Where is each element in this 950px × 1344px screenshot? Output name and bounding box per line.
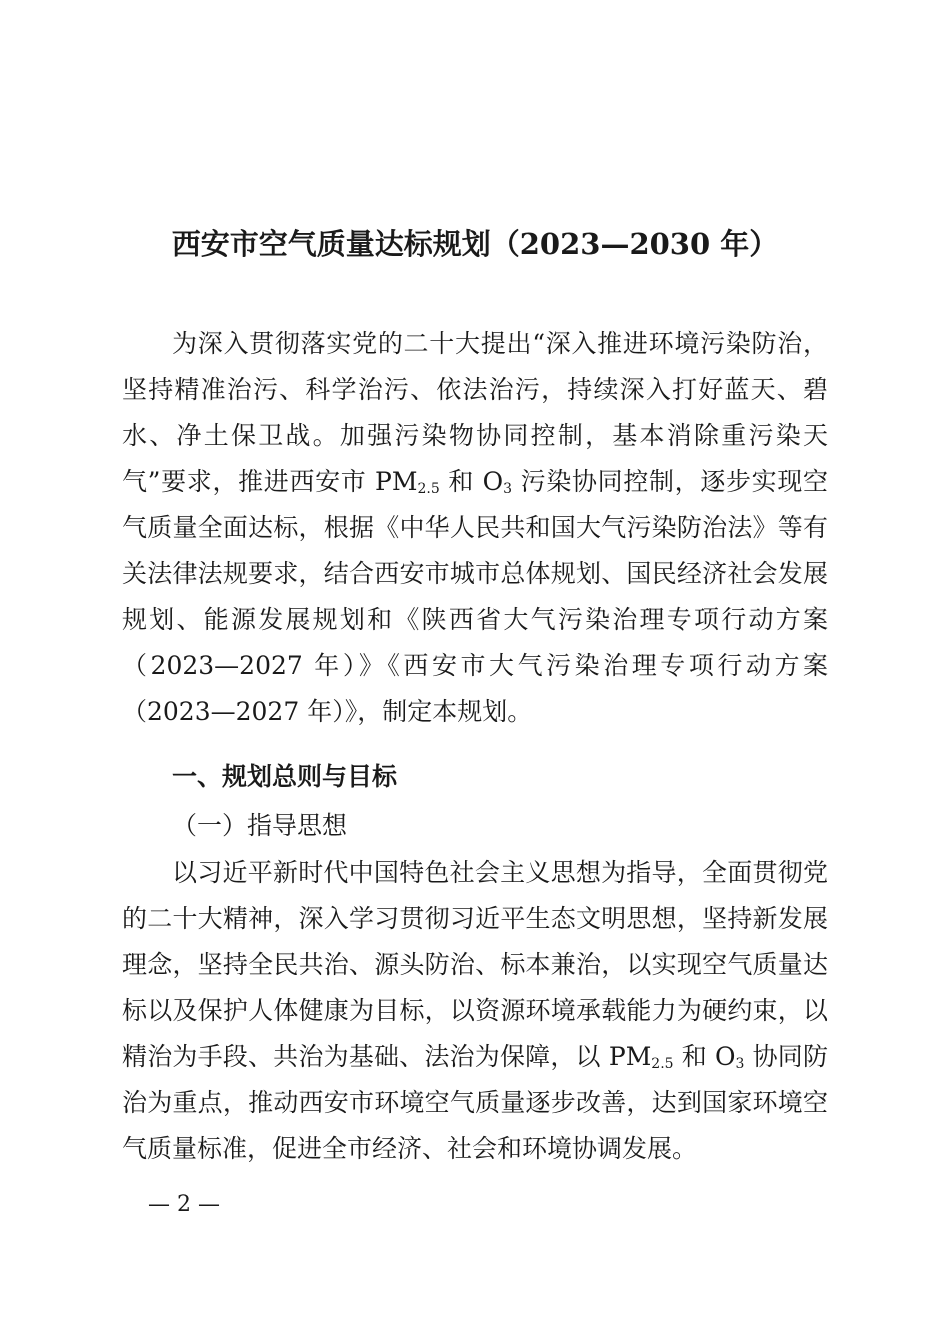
intro-subscript-pm: 2.5 (417, 481, 440, 497)
page-number: — 2 — (148, 1192, 220, 1217)
guiding-text-part1: 以习近平新时代中国特色社会主义思想为指导，全面贯彻党的二十大精神，深入学习贯彻习近平生态文明思想，坚持新发展理念，坚持全民共治、源头防治、标本兼治，以实现空气质量达标以及保护人体健康为目标，以资源环境承载能力为硬约束，以精治为手段、共治为基础、法治为保障，以 PM (122, 858, 828, 1071)
intro-text-part3: 污染协同控制，逐步实现空气质量全面达标，根据《中华人民共和国大气污染防治法》等有关法律法规要求，结合西安市城市总体规划、国民经济社会发展规划、能源发展规划和《陕西省大气污染治理专项行动方案（2023—2027 年）》《西安市大气污染治理专项行动方案（2023—2027 年）》，制定本规划。 (122, 467, 829, 726)
section-heading: 一、规划总则与目标 (172, 762, 398, 791)
intro-text-part1: 为深入贯彻落实党的二十大提出“深入推进环境污染防治，坚持精准治污、科学治污、依法治污，持续深入打好蓝天、碧水、净土保卫战。加强污染物协同控制，基本消除重污染天气”要求，推进西安市 PM (122, 329, 828, 496)
guiding-subscript-o3: 3 (735, 1056, 745, 1072)
guiding-text-part3: 协同防治为重点，推动西安市环境空气质量逐步改善，达到国家环境空气质量标准，促进全市经济、社会和环境协调发展。 (122, 1042, 829, 1163)
intro-text-part2: 和 O (439, 467, 504, 496)
guiding-paragraph (122, 850, 828, 1172)
intro-paragraph (122, 321, 828, 735)
subsection-heading: （一）指导思想 (172, 811, 348, 840)
guiding-subscript-pm: 2.5 (651, 1056, 674, 1072)
intro-subscript-o3: 3 (503, 481, 513, 497)
guiding-text-part2: 和 O (673, 1042, 736, 1071)
document-title: 西安市空气质量达标规划（2023—2030 年） (171, 227, 779, 261)
